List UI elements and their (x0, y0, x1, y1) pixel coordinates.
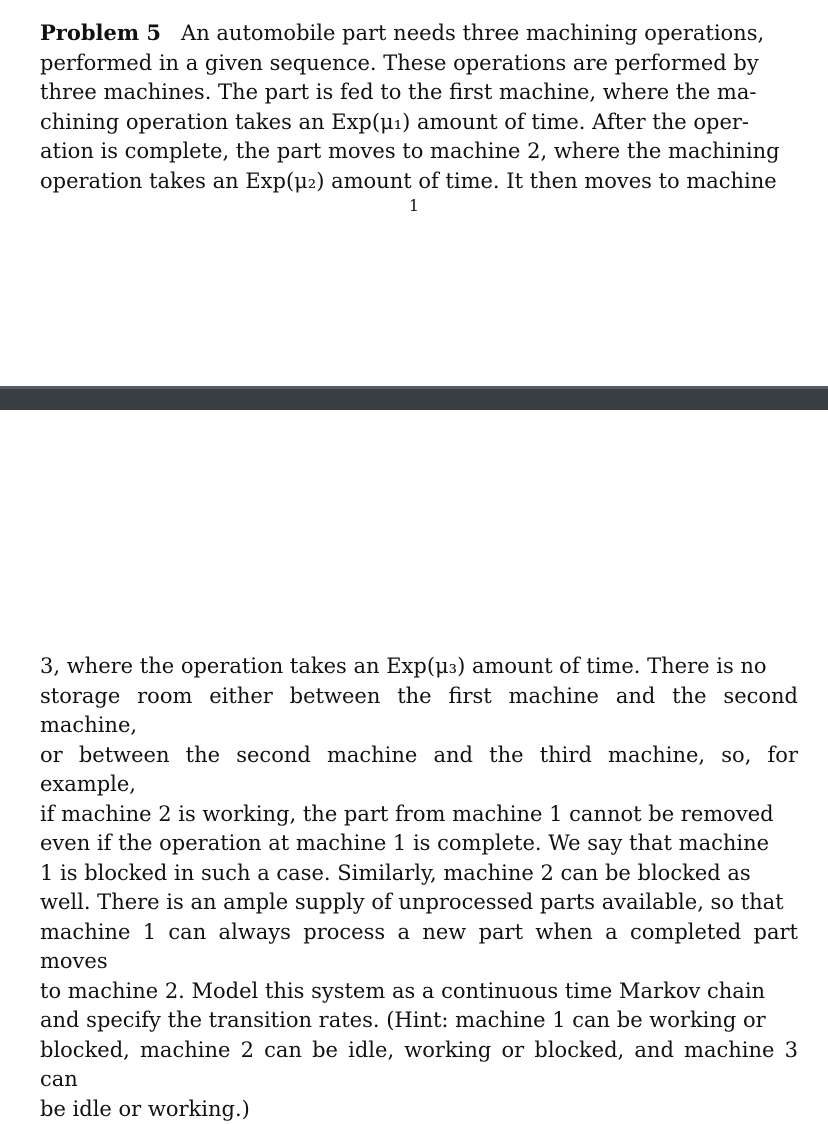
text-line: chining operation takes an Exp(μ₁) amount of time. After the oper- (40, 108, 798, 138)
text-line: Problem 5 An automobile part needs three machining operations, (40, 18, 798, 49)
text-line: three machines. The part is fed to the first machine, where the ma- (40, 78, 798, 108)
text-line: 3, where the operation takes an Exp(μ₃) amount of time. There is no (40, 652, 798, 682)
page-number: 1 (0, 196, 828, 215)
text-line: well. There is an ample supply of unprocessed parts available, so that (40, 888, 798, 918)
text-line: operation takes an Exp(μ₂) amount of time. It then moves to machine (40, 167, 798, 197)
text-line: 1 is blocked in such a case. Similarly, machine 2 can be blocked as (40, 859, 798, 889)
text-line: even if the operation at machine 1 is complete. We say that machine (40, 829, 798, 859)
text-line: if machine 2 is working, the part from machine 1 cannot be removed (40, 800, 798, 830)
text-line: to machine 2. Model this system as a continuous time Markov chain (40, 977, 798, 1007)
page-divider (0, 386, 828, 410)
text-line: blocked, machine 2 can be idle, working or blocked, and machine 3 can (40, 1036, 798, 1095)
page-divider-highlight (0, 386, 828, 389)
text-line: storage room either between the first machine and the second machine, (40, 682, 798, 741)
text-line: ation is complete, the part moves to machine 2, where the machining (40, 137, 798, 167)
problem-text-part2 (40, 652, 798, 1124)
problem-label: Problem 5 (40, 20, 161, 45)
text-line: or between the second machine and the third machine, so, for example, (40, 741, 798, 800)
page-top (0, 0, 828, 386)
text-line: and specify the transition rates. (Hint: machine 1 can be working or (40, 1006, 798, 1036)
text-line: be idle or working.) (40, 1095, 798, 1124)
text-line: machine 1 can always process a new part when a completed part moves (40, 918, 798, 977)
page-bottom (0, 410, 828, 1024)
text-line: performed in a given sequence. These operations are performed by (40, 49, 798, 79)
problem-text-part1 (40, 18, 798, 196)
